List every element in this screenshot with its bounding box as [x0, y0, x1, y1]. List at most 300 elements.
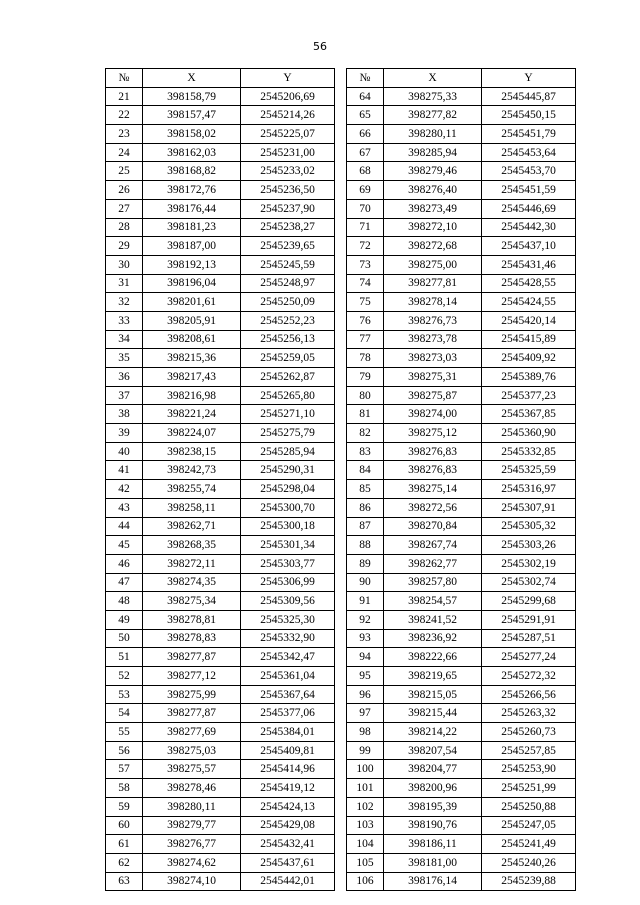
table-row: [106, 293, 576, 312]
coordinates-table: [105, 68, 576, 891]
column-separator: [335, 723, 347, 742]
cell-y: 2545325,30: [241, 610, 335, 629]
cell-x: 398275,00: [384, 255, 482, 274]
cell-number: 90: [347, 573, 384, 592]
table-row: [106, 872, 576, 891]
cell-x: 398277,82: [384, 106, 482, 125]
cell-x: 398187,00: [143, 237, 241, 256]
column-separator: [335, 648, 347, 667]
cell-number: 49: [106, 610, 143, 629]
cell-number: 70: [347, 199, 384, 218]
cell-y: 2545272,32: [482, 667, 576, 686]
cell-number: 82: [347, 424, 384, 443]
cell-y: 2545247,05: [482, 816, 576, 835]
cell-number: 31: [106, 274, 143, 293]
cell-number: 40: [106, 442, 143, 461]
table-row: [106, 199, 576, 218]
column-separator: [335, 125, 347, 144]
cell-number: 35: [106, 349, 143, 368]
header-number-right: №: [347, 69, 384, 88]
cell-y: 2545384,01: [241, 723, 335, 742]
cell-number: 61: [106, 835, 143, 854]
cell-x: 398268,35: [143, 536, 241, 555]
cell-x: 398272,11: [143, 554, 241, 573]
cell-y: 2545332,85: [482, 442, 576, 461]
cell-number: 103: [347, 816, 384, 835]
table-row: [106, 723, 576, 742]
cell-x: 398219,65: [384, 667, 482, 686]
cell-x: 398275,31: [384, 368, 482, 387]
table-row: [106, 536, 576, 555]
cell-x: 398216,98: [143, 386, 241, 405]
cell-y: 2545419,12: [241, 779, 335, 798]
column-separator: [335, 685, 347, 704]
cell-x: 398162,03: [143, 143, 241, 162]
cell-y: 2545361,04: [241, 667, 335, 686]
table-row: [106, 405, 576, 424]
column-separator: [335, 442, 347, 461]
table-body: [106, 87, 576, 891]
cell-number: 47: [106, 573, 143, 592]
cell-y: 2545342,47: [241, 648, 335, 667]
table-row: [106, 181, 576, 200]
cell-y: 2545263,32: [482, 704, 576, 723]
cell-y: 2545259,05: [241, 349, 335, 368]
cell-number: 50: [106, 629, 143, 648]
cell-y: 2545437,61: [241, 853, 335, 872]
cell-y: 2545360,90: [482, 424, 576, 443]
cell-y: 2545245,59: [241, 255, 335, 274]
column-separator: [335, 536, 347, 555]
column-separator: [335, 816, 347, 835]
cell-y: 2545239,88: [482, 872, 576, 891]
cell-y: 2545290,31: [241, 461, 335, 480]
cell-x: 398190,76: [384, 816, 482, 835]
column-separator: [335, 573, 347, 592]
cell-x: 398158,79: [143, 87, 241, 106]
cell-number: 99: [347, 741, 384, 760]
column-separator: [335, 143, 347, 162]
cell-x: 398158,02: [143, 125, 241, 144]
cell-x: 398267,74: [384, 536, 482, 555]
cell-y: 2545302,74: [482, 573, 576, 592]
cell-number: 24: [106, 143, 143, 162]
table-row: [106, 461, 576, 480]
cell-number: 93: [347, 629, 384, 648]
header-y-left: Y: [241, 69, 335, 88]
cell-x: 398207,54: [384, 741, 482, 760]
cell-x: 398176,14: [384, 872, 482, 891]
cell-x: 398186,11: [384, 835, 482, 854]
cell-x: 398274,35: [143, 573, 241, 592]
cell-number: 80: [347, 386, 384, 405]
cell-x: 398274,62: [143, 853, 241, 872]
column-separator: [335, 87, 347, 106]
table-row: [106, 835, 576, 854]
cell-number: 46: [106, 554, 143, 573]
cell-number: 89: [347, 554, 384, 573]
table-header-row: [106, 69, 576, 88]
cell-x: 398192,13: [143, 255, 241, 274]
cell-number: 84: [347, 461, 384, 480]
table-row: [106, 853, 576, 872]
cell-x: 398215,36: [143, 349, 241, 368]
cell-number: 26: [106, 181, 143, 200]
table-row: [106, 255, 576, 274]
cell-y: 2545240,26: [482, 853, 576, 872]
table-row: [106, 368, 576, 387]
cell-y: 2545250,09: [241, 293, 335, 312]
cell-x: 398278,46: [143, 779, 241, 798]
column-separator: [335, 218, 347, 237]
cell-x: 398276,73: [384, 311, 482, 330]
cell-number: 56: [106, 741, 143, 760]
cell-number: 43: [106, 498, 143, 517]
cell-y: 2545325,59: [482, 461, 576, 480]
cell-y: 2545377,06: [241, 704, 335, 723]
cell-number: 52: [106, 667, 143, 686]
column-separator: [335, 592, 347, 611]
column-separator: [335, 760, 347, 779]
cell-x: 398168,82: [143, 162, 241, 181]
column-separator: [335, 480, 347, 499]
cell-x: 398236,92: [384, 629, 482, 648]
cell-y: 2545236,50: [241, 181, 335, 200]
cell-y: 2545256,13: [241, 330, 335, 349]
table-row: [106, 311, 576, 330]
cell-x: 398277,12: [143, 667, 241, 686]
cell-number: 22: [106, 106, 143, 125]
column-separator: [335, 667, 347, 686]
cell-number: 55: [106, 723, 143, 742]
cell-x: 398255,74: [143, 480, 241, 499]
cell-number: 79: [347, 368, 384, 387]
cell-x: 398217,43: [143, 368, 241, 387]
cell-number: 76: [347, 311, 384, 330]
cell-y: 2545332,90: [241, 629, 335, 648]
cell-y: 2545237,90: [241, 199, 335, 218]
cell-y: 2545431,46: [482, 255, 576, 274]
cell-y: 2545262,87: [241, 368, 335, 387]
cell-x: 398274,10: [143, 872, 241, 891]
cell-number: 91: [347, 592, 384, 611]
cell-x: 398172,76: [143, 181, 241, 200]
table-row: [106, 106, 576, 125]
cell-y: 2545316,97: [482, 480, 576, 499]
cell-y: 2545299,68: [482, 592, 576, 611]
table-row: [106, 610, 576, 629]
table-row: [106, 498, 576, 517]
cell-x: 398176,44: [143, 199, 241, 218]
cell-y: 2545206,69: [241, 87, 335, 106]
cell-y: 2545424,55: [482, 293, 576, 312]
cell-number: 97: [347, 704, 384, 723]
cell-number: 81: [347, 405, 384, 424]
cell-number: 64: [347, 87, 384, 106]
column-separator: [335, 106, 347, 125]
cell-y: 2545241,49: [482, 835, 576, 854]
table-row: [106, 685, 576, 704]
cell-y: 2545389,76: [482, 368, 576, 387]
column-separator: [335, 274, 347, 293]
cell-x: 398257,80: [384, 573, 482, 592]
column-separator: [335, 779, 347, 798]
cell-number: 44: [106, 517, 143, 536]
cell-number: 21: [106, 87, 143, 106]
cell-x: 398280,11: [384, 125, 482, 144]
cell-number: 30: [106, 255, 143, 274]
cell-x: 398285,94: [384, 143, 482, 162]
cell-y: 2545248,97: [241, 274, 335, 293]
table-row: [106, 779, 576, 798]
cell-x: 398262,71: [143, 517, 241, 536]
cell-y: 2545298,04: [241, 480, 335, 499]
cell-number: 65: [347, 106, 384, 125]
page-number: 56: [313, 40, 327, 53]
cell-x: 398278,14: [384, 293, 482, 312]
cell-number: 51: [106, 648, 143, 667]
cell-y: 2545303,26: [482, 536, 576, 555]
cell-y: 2545453,70: [482, 162, 576, 181]
cell-number: 101: [347, 779, 384, 798]
cell-number: 87: [347, 517, 384, 536]
cell-y: 2545307,91: [482, 498, 576, 517]
cell-y: 2545305,32: [482, 517, 576, 536]
cell-x: 398224,07: [143, 424, 241, 443]
cell-y: 2545260,73: [482, 723, 576, 742]
cell-y: 2545275,79: [241, 424, 335, 443]
cell-x: 398277,87: [143, 704, 241, 723]
cell-x: 398277,87: [143, 648, 241, 667]
cell-y: 2545225,07: [241, 125, 335, 144]
cell-y: 2545442,01: [241, 872, 335, 891]
cell-y: 2545429,08: [241, 816, 335, 835]
column-separator: [335, 610, 347, 629]
cell-number: 59: [106, 797, 143, 816]
column-separator: [335, 517, 347, 536]
table-row: [106, 480, 576, 499]
cell-x: 398277,81: [384, 274, 482, 293]
cell-x: 398276,77: [143, 835, 241, 854]
cell-number: 38: [106, 405, 143, 424]
column-separator: [335, 461, 347, 480]
column-separator: [335, 330, 347, 349]
table-row: [106, 386, 576, 405]
cell-number: 28: [106, 218, 143, 237]
cell-y: 2545303,77: [241, 554, 335, 573]
cell-x: 398262,77: [384, 554, 482, 573]
cell-y: 2545285,94: [241, 442, 335, 461]
cell-number: 95: [347, 667, 384, 686]
cell-x: 398208,61: [143, 330, 241, 349]
table-row: [106, 592, 576, 611]
cell-number: 74: [347, 274, 384, 293]
cell-number: 39: [106, 424, 143, 443]
cell-y: 2545238,27: [241, 218, 335, 237]
cell-number: 88: [347, 536, 384, 555]
cell-number: 54: [106, 704, 143, 723]
table-row: [106, 125, 576, 144]
cell-y: 2545250,88: [482, 797, 576, 816]
cell-x: 398254,57: [384, 592, 482, 611]
table-row: [106, 218, 576, 237]
cell-x: 398278,81: [143, 610, 241, 629]
cell-number: 77: [347, 330, 384, 349]
table-row: [106, 629, 576, 648]
column-separator: [335, 162, 347, 181]
cell-number: 63: [106, 872, 143, 891]
cell-x: 398275,03: [143, 741, 241, 760]
cell-x: 398200,96: [384, 779, 482, 798]
cell-y: 2545451,59: [482, 181, 576, 200]
cell-y: 2545266,56: [482, 685, 576, 704]
cell-y: 2545377,23: [482, 386, 576, 405]
cell-y: 2545257,85: [482, 741, 576, 760]
cell-y: 2545450,15: [482, 106, 576, 125]
cell-x: 398275,87: [384, 386, 482, 405]
cell-x: 398275,12: [384, 424, 482, 443]
cell-number: 58: [106, 779, 143, 798]
cell-y: 2545309,56: [241, 592, 335, 611]
column-separator: [335, 386, 347, 405]
cell-number: 92: [347, 610, 384, 629]
cell-x: 398275,33: [384, 87, 482, 106]
cell-number: 104: [347, 835, 384, 854]
cell-x: 398274,00: [384, 405, 482, 424]
cell-number: 102: [347, 797, 384, 816]
table-row: [106, 648, 576, 667]
cell-y: 2545251,99: [482, 779, 576, 798]
cell-x: 398279,77: [143, 816, 241, 835]
table-row: [106, 760, 576, 779]
header-x-left: X: [143, 69, 241, 88]
cell-number: 98: [347, 723, 384, 742]
cell-y: 2545302,19: [482, 554, 576, 573]
cell-y: 2545432,41: [241, 835, 335, 854]
cell-number: 48: [106, 592, 143, 611]
cell-number: 60: [106, 816, 143, 835]
cell-x: 398205,91: [143, 311, 241, 330]
cell-y: 2545306,99: [241, 573, 335, 592]
cell-y: 2545409,92: [482, 349, 576, 368]
cell-y: 2545367,64: [241, 685, 335, 704]
cell-number: 69: [347, 181, 384, 200]
cell-x: 398204,77: [384, 760, 482, 779]
cell-number: 83: [347, 442, 384, 461]
table-row: [106, 704, 576, 723]
cell-number: 29: [106, 237, 143, 256]
table-row: [106, 424, 576, 443]
cell-x: 398238,15: [143, 442, 241, 461]
cell-x: 398157,47: [143, 106, 241, 125]
cell-x: 398277,69: [143, 723, 241, 742]
column-separator: [335, 199, 347, 218]
cell-x: 398201,61: [143, 293, 241, 312]
column-separator: [335, 311, 347, 330]
column-separator: [335, 498, 347, 517]
cell-x: 398215,44: [384, 704, 482, 723]
cell-y: 2545453,64: [482, 143, 576, 162]
cell-x: 398222,66: [384, 648, 482, 667]
cell-number: 96: [347, 685, 384, 704]
cell-number: 25: [106, 162, 143, 181]
cell-number: 86: [347, 498, 384, 517]
table-row: [106, 162, 576, 181]
header-number-left: №: [106, 69, 143, 88]
table-row: [106, 274, 576, 293]
cell-y: 2545252,23: [241, 311, 335, 330]
cell-number: 41: [106, 461, 143, 480]
cell-y: 2545300,18: [241, 517, 335, 536]
cell-number: 68: [347, 162, 384, 181]
column-separator: [335, 704, 347, 723]
cell-x: 398278,83: [143, 629, 241, 648]
cell-x: 398276,40: [384, 181, 482, 200]
cell-number: 42: [106, 480, 143, 499]
table-row: [106, 667, 576, 686]
cell-number: 94: [347, 648, 384, 667]
cell-y: 2545301,34: [241, 536, 335, 555]
column-separator: [335, 554, 347, 573]
cell-number: 100: [347, 760, 384, 779]
cell-x: 398273,49: [384, 199, 482, 218]
cell-y: 2545445,87: [482, 87, 576, 106]
cell-y: 2545446,69: [482, 199, 576, 218]
cell-y: 2545277,24: [482, 648, 576, 667]
cell-number: 78: [347, 349, 384, 368]
cell-y: 2545409,81: [241, 741, 335, 760]
cell-x: 398275,99: [143, 685, 241, 704]
cell-number: 36: [106, 368, 143, 387]
column-separator: [335, 237, 347, 256]
cell-y: 2545414,96: [241, 760, 335, 779]
header-y-right: Y: [482, 69, 576, 88]
column-separator: [335, 797, 347, 816]
column-separator: [335, 69, 347, 88]
cell-number: 32: [106, 293, 143, 312]
cell-y: 2545287,51: [482, 629, 576, 648]
cell-y: 2545415,89: [482, 330, 576, 349]
cell-x: 398272,56: [384, 498, 482, 517]
cell-number: 75: [347, 293, 384, 312]
cell-x: 398272,68: [384, 237, 482, 256]
cell-x: 398258,11: [143, 498, 241, 517]
cell-x: 398276,83: [384, 442, 482, 461]
column-separator: [335, 293, 347, 312]
cell-y: 2545428,55: [482, 274, 576, 293]
table-row: [106, 554, 576, 573]
cell-number: 34: [106, 330, 143, 349]
column-separator: [335, 629, 347, 648]
table-row: [106, 330, 576, 349]
cell-number: 72: [347, 237, 384, 256]
column-separator: [335, 835, 347, 854]
cell-x: 398279,46: [384, 162, 482, 181]
header-x-right: X: [384, 69, 482, 88]
cell-y: 2545239,65: [241, 237, 335, 256]
cell-number: 45: [106, 536, 143, 555]
cell-x: 398280,11: [143, 797, 241, 816]
cell-x: 398241,52: [384, 610, 482, 629]
cell-number: 85: [347, 480, 384, 499]
table-row: [106, 797, 576, 816]
cell-x: 398181,23: [143, 218, 241, 237]
cell-number: 73: [347, 255, 384, 274]
table-row: [106, 816, 576, 835]
cell-y: 2545291,91: [482, 610, 576, 629]
cell-number: 71: [347, 218, 384, 237]
cell-y: 2545420,14: [482, 311, 576, 330]
